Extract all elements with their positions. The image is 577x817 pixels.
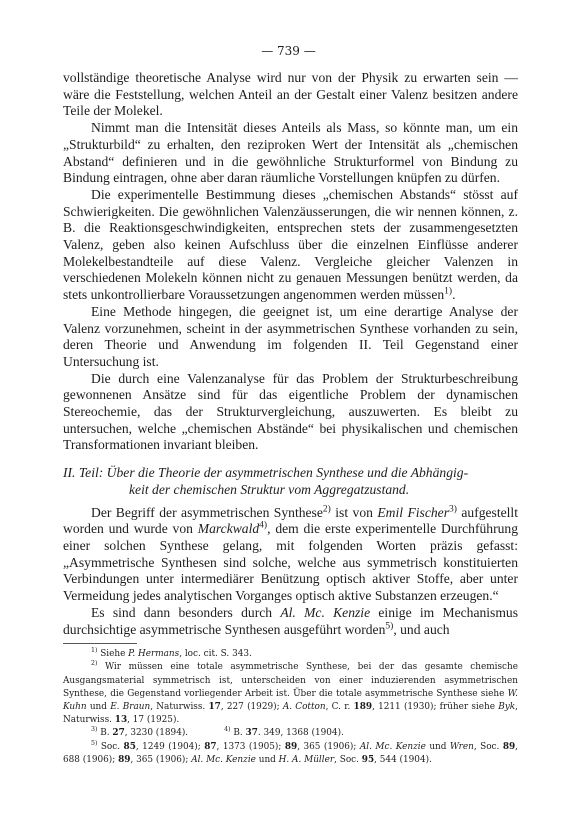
text-run: , C. r.	[325, 702, 354, 713]
footnote-ref[interactable]: 2)	[322, 504, 331, 515]
text-run: , 365 (1906);	[130, 754, 192, 765]
author-name: Marckwald	[197, 521, 260, 537]
volume-number: 27	[112, 728, 125, 739]
page-number: — 739 —	[261, 44, 316, 58]
volume-number: 95	[361, 754, 375, 765]
author-name: Al. Mc. Kenzie	[191, 754, 256, 765]
text-run: einige im Mechanismus durchsichtige asymmetrische Synthesen ausgeführt worden	[63, 604, 519, 637]
footnotes	[63, 648, 518, 767]
volume-number: 87	[204, 741, 217, 752]
footnote-5	[63, 741, 518, 767]
author-name: W. Kuhn	[63, 688, 518, 713]
volume-number: 89	[118, 754, 131, 765]
footnote-ref[interactable]: 4)	[259, 520, 268, 531]
author-name: Byk	[498, 702, 516, 713]
volume-number: 89	[502, 741, 516, 752]
text-run: , Soc.	[334, 754, 362, 765]
text-run: und	[425, 741, 450, 752]
author-name: H. A. Müller	[278, 754, 335, 765]
text-run: B.	[230, 728, 246, 739]
footnote-mark: 5)	[91, 739, 98, 747]
text-run: , 227 (1929);	[220, 702, 283, 713]
volume-number: 189	[353, 702, 373, 713]
author-name: Wren	[449, 741, 474, 752]
section-heading	[63, 465, 518, 498]
footnote-mark: 2)	[91, 660, 98, 668]
text-run: Es sind dann besonders durch	[91, 604, 281, 620]
footnote-3-4	[63, 727, 518, 740]
section-heading-line1: II. Teil: Über die Theorie der asymmetrischen Synthese und die Abhängig-	[63, 465, 469, 481]
author-name: A. Cotton	[282, 702, 326, 713]
volume-number: 13	[114, 715, 128, 726]
text-run: , 365 (1906);	[297, 741, 360, 752]
paragraph-1: vollständige theoretische Analyse wird nur von der Physik zu erwarten sein — wäre die Feststellung, welchen Anteil an der Gestalt einer Valenz besitzen andere Teile der Molekel.	[63, 70, 518, 119]
text-run: , Naturwiss.	[63, 702, 518, 726]
text-run: . 349, 1368 (1904).	[257, 728, 344, 739]
text-run: und	[86, 702, 111, 713]
volume-number: 89	[284, 741, 298, 752]
footnote-ref[interactable]: 3)	[449, 504, 457, 515]
main-text	[63, 70, 518, 767]
footnote-1	[63, 648, 518, 661]
text-run: und	[255, 754, 279, 765]
text-run: , Soc.	[473, 741, 503, 752]
text-run: , 544 (1904).	[374, 754, 432, 765]
text-run: Der Begriff der asymmetrischen Synthese	[91, 504, 323, 520]
footnote-mark: 1)	[91, 647, 98, 655]
author-name: Al. Mc. Kenzie	[280, 604, 371, 620]
text-run: , 17 (1925).	[127, 715, 180, 726]
paragraph-4: Eine Methode hingegen, die geeignet ist, um eine derartige Analyse der Valenz vorzunehmen, scheint in der asymmetrischen Synthese vorhanden zu sein, deren Theorie und Anwendung im folgenden II. Teil Gegenstand einer Untersuchung ist.	[63, 303, 518, 369]
paragraph-7	[63, 605, 518, 638]
footnote-ref[interactable]: 1)	[444, 286, 453, 297]
text-run: ist von	[330, 504, 378, 520]
volume-number: 85	[123, 741, 136, 752]
text-run: , loc. cit. S. 343.	[179, 649, 252, 660]
text-run: , und auch	[393, 621, 450, 637]
paragraph-6	[63, 505, 518, 605]
paragraph-3-text: Die experimentelle Bestimmung dieses „chemischen Abstands“ stösst auf Schwierigkeiten. Die gewöhnlichen Valenzäusserungen, die wir nennen können, z. B. die Reaktionsgeschwindigkeiten, entsprechen stets der zusammengesetzten Valenz, geben also keinen Aufschluss über die einzelnen Einflüsse anderer Molekelbestandteile auf diese Valenz. Vergleiche gleicher Valenzen in verschiedenen Molekeln können nicht zu genauen Messungen benützt werden, da stets unkontrollierbare Voraussetzungen angenommen werden müssen	[63, 186, 518, 303]
text-run: , 3230 (1894).	[124, 728, 189, 739]
footnote-mark: 3)	[91, 726, 98, 734]
text-run: , 1249 (1904);	[135, 741, 205, 752]
footnote-2	[63, 661, 518, 727]
text-run: , 688 (1906);	[63, 741, 518, 765]
paragraph-2: Nimmt man die Intensität dieses Anteils als Mass, so könnte man, um ein „Strukturbild“ zu erhalten, den reziproken Wert der Intensität als „chemischen Abstand“ definieren und in die gewöhnliche Strukturformel von Bindung zu Bindung eintragen, ohne aber daran räumliche Vorstellungen knüpfen zu dürfen.	[63, 120, 518, 186]
author-name: Emil Fischer	[377, 504, 449, 520]
text-run: , 1211 (1930); früher siehe	[372, 702, 499, 713]
text-run: , Naturwiss.	[150, 702, 209, 713]
text-run: Siehe	[97, 649, 129, 660]
footnote-ref[interactable]: 5)	[385, 620, 394, 631]
author-name: E. Braun	[110, 702, 151, 713]
text-run: B.	[97, 728, 113, 739]
author-name: Al. Mc. Kenzie	[359, 741, 426, 752]
text-run: Soc.	[97, 741, 124, 752]
section-heading-line2: keit der chemischen Struktur vom Aggregatzustand.	[129, 481, 410, 497]
footnote-divider	[63, 643, 137, 644]
paragraph-3-end: .	[452, 287, 456, 303]
text-run: Wir müssen eine totale asymmetrische Synthese, bei der das gesamte chemische Ausgangsmaterial symmetrisch ist, unterscheiden von einer induzierenden asymmetrischen Synthese, die Gegenstand vorliegender Arbeit ist. Über die totale asymmetrische Synthese siehe	[63, 662, 518, 699]
volume-number: 17	[208, 702, 221, 713]
footnote-mark: 4)	[224, 726, 231, 734]
text-run: , dem die erste experimentelle Durchführung einer solchen Synthese gelang, mit folgenden Worten präzis gefasst: „Asymmetrische Synthesen sind solche, welche aus symmetrisch konstituierten Verbindungen unter intermediärer Benützung optisch aktiver Stoffe, aber unter Vermeidung jedes analytischen Vorganges optisch aktive Substanzen erzeugen.“	[63, 521, 518, 604]
volume-number: 37	[245, 728, 258, 739]
author-name: P. Hermans	[128, 649, 180, 660]
paragraph-3	[63, 187, 518, 304]
text-run: , 1373 (1905);	[216, 741, 285, 752]
paragraph-5: Die durch eine Valenzanalyse für das Problem der Strukturbeschreibung gewonnenen Ansätze sind für das eigentliche Problem der dynamischen Stereochemie, das der Strukturvergleichung, auszuwerten. Es bleibt zu untersuchen, welche „chemischen Abstände“ bei physikalischen und chemischen Transformationen invariant bleiben.	[63, 370, 518, 453]
text-run: aufgestellt worden und wurde von	[63, 504, 518, 537]
